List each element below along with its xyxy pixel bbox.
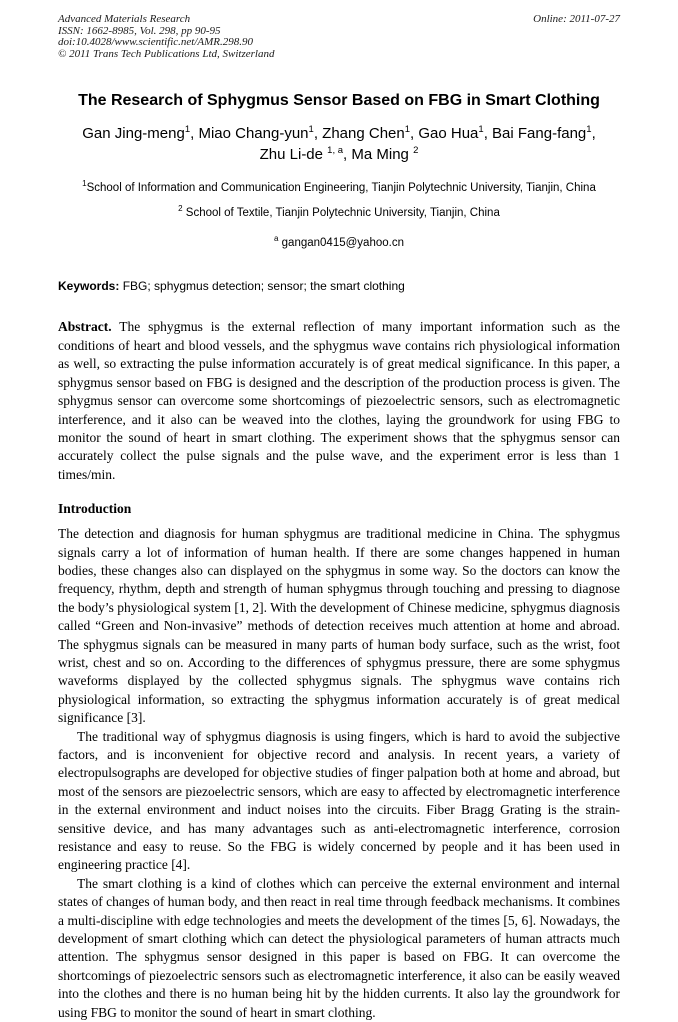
affiliation-2 <box>69 200 609 222</box>
affiliation-1-text: School of Information and Communication Engineering, Tianjin Polytechnic University, Tianjin, China <box>86 181 596 194</box>
affiliation-1-marker: 1 <box>82 179 87 188</box>
abstract-paragraph <box>58 318 620 484</box>
author-name: Gan Jing-meng$^1$, <box>82 124 199 142</box>
author-name: Ma Ming $^2$ <box>351 145 419 163</box>
abstract-text: The sphygmus is the external reflection of many important information such as the conditions of heart and blood vessels, and the sphygmus wave contains rich physiological information as well, so extracting the pulse information accurately is of great medical significance. In this paper, a sphygmus sensor based on FBG is designed and the description of the production process is given. The sphygmus sensor can overcome some shortcomings of piezoelectric sensors, such as electromagnetic interference, and it also can be weaved into the clothes, laying the groundwork for using FBG to monitor the sound of heart in smart clothing. The experiment shows that the sphygmus sensor can accurately collect the pulse signals and the pulse wave, and the experiment error is less than 1 times/min. <box>58 319 620 482</box>
affiliation-2-marker: 2 <box>178 203 183 213</box>
online-date: Online: 2011-07-27 <box>533 13 620 25</box>
author-name: Miao Chang-yun$^1$, <box>198 124 323 142</box>
author-affiliation-marker: 1 <box>478 124 484 135</box>
author-affiliation-marker: 1 <box>586 124 592 135</box>
author-name: Bai Fang-fang$^1$, <box>492 124 596 142</box>
keywords-line <box>58 279 620 294</box>
author-name: Zhu Li-de $^{1, a}$, <box>259 145 352 163</box>
copyright-line: © 2011 Trans Tech Publications Ltd, Switzerland <box>58 47 275 60</box>
author-name: Zhang Chen$^1$, <box>322 124 419 142</box>
section-heading-introduction: Introduction <box>58 501 132 517</box>
authors-line <box>58 123 620 165</box>
journal-header <box>58 14 620 60</box>
author-email <box>58 231 620 251</box>
keywords-text: FBG; sphygmus detection; sensor; the smart clothing <box>119 279 405 294</box>
affiliation-2-text: School of Textile, Tianjin Polytechnic University, Tianjin, China <box>182 206 500 219</box>
author-affiliation-marker: 1 <box>184 124 191 135</box>
journal-header-left <box>58 14 274 60</box>
author-affiliation-marker: 1 <box>308 124 314 135</box>
keywords-label: Keywords: <box>58 279 120 294</box>
email-address: gangan0415@yahoo.cn <box>278 236 404 249</box>
author-affiliation-marker: 1, a <box>327 145 344 156</box>
introduction-paragraph-1: The detection and diagnosis for human sphygmus are traditional medicine in China. The sphygmus signals carry a lot of information of human health. If there are some changes happened in human bodies, these changes also can displayed on the sphygmus in some way. So the doctors can know the frequency, rhythm, depth and strength of human sphygmus through touching and pressing to diagnose the body’s physiological system [1, 2]. With the development of Chinese medicine, sphygmus diagnosis called “Green and Non-invasive” methods of detection receives much attention at home and abroad. The sphygmus signals can be measured in many parts of human body surface, such as the wrist, foot wrist, chest and so on. According to the differences of sphygmus pressure, there are some sphygmus waveforms displayed by the collected sphygmus signals. The sphygmus wave contains rich physiological information, so extracting the sphygmus information accurately is of great medical significance [3]. <box>58 526 620 726</box>
abstract-label: Abstract. <box>58 319 112 335</box>
author-name: Gao Hua$^1$, <box>418 124 493 142</box>
issn-volume-line: ISSN: 1662-8985, Vol. 298, pp 90-95 <box>58 24 221 37</box>
author-affiliation-marker: 1 <box>404 124 411 135</box>
doi-line: doi:10.4028/www.scientific.net/AMR.298.90 <box>58 36 254 48</box>
email-marker: a <box>274 233 279 243</box>
author-affiliation-marker: 2 <box>413 145 419 156</box>
introduction-paragraph-3: The smart clothing is a kind of clothes which can perceive the external environment and internal states of changes of human body, and then react in real time through feedback mechanisms. It combines a multi-discipline with edge technologies and meets the development of the times [5, 6]. Nowadays, the development of smart clothing which can detect the physiological parameters of human attracts much attention. The sphygmus sensor designed in this paper is based on FBG. It can overcome the shortcomings of piezoelectric sensors such as electromagnetic interference, it also can be easily weaved into the clothes and there is no human being hit by the hidden currents. It also lay the groundwork for using FBG to monitor the sound of heart in smart clothing. <box>58 875 620 1020</box>
journal-name: Advanced Materials Research <box>58 13 191 25</box>
paper-title: The Research of Sphygmus Sensor Based on FBG in Smart Clothing <box>78 92 600 109</box>
affiliation-1 <box>69 175 609 197</box>
introduction-paragraph-2: The traditional way of sphygmus diagnosis is using fingers, which is hard to avoid the subjective factors, and is inconvenient for objective record and analysis. In recent years, a variety of electropulsographs are developed for objective studies of finger palpation both at home and abroad, but most of the sensors are piezoelectric sensors, which are easy to affected by electromagnetic interference in the external environment and induct noises into the circuits. Fiber Bragg Grating is the strain-sensitive device, and has many advantages such as anti-electromagnetic interference, corrosion resistance and easy to reuse. So the FBG is widely concerned by people and it has been used in engineering practice [4]. <box>58 728 620 873</box>
